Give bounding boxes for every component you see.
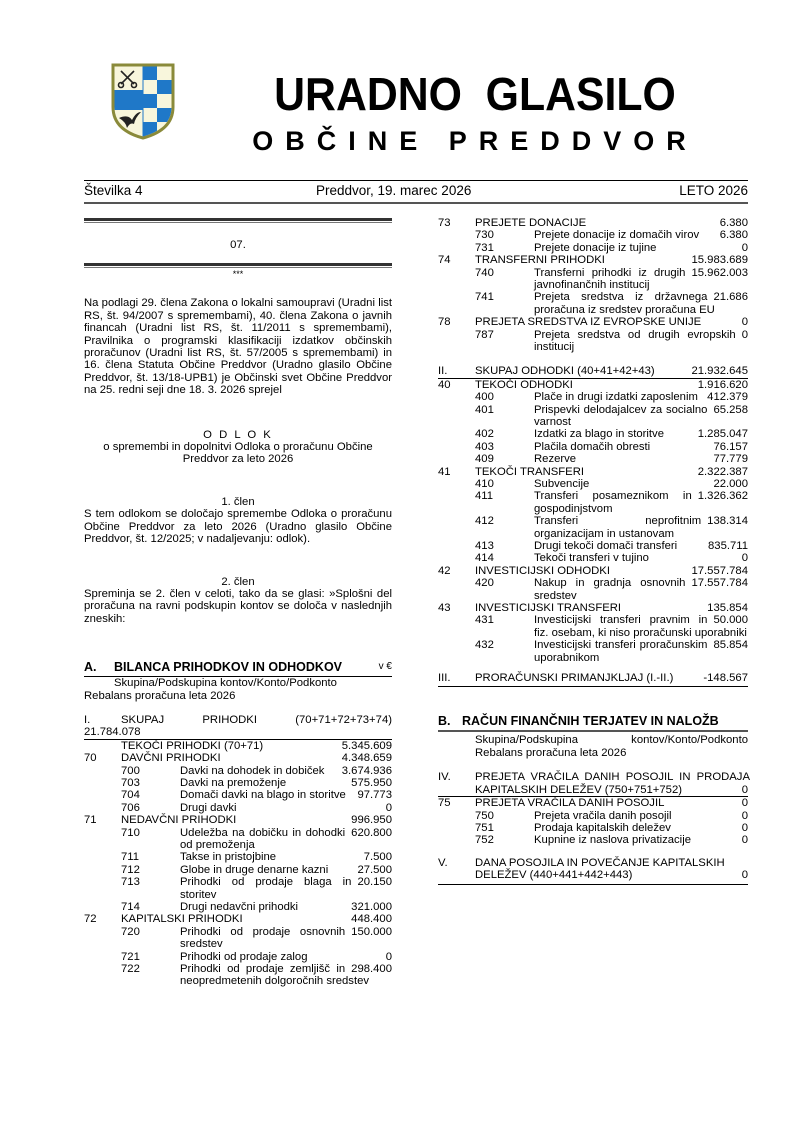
item-amount: 15.962.003: [691, 266, 748, 279]
item-amount: 0: [741, 328, 748, 341]
item-text: [534, 229, 748, 241]
account-item: [438, 229, 748, 241]
group-row: [438, 797, 748, 809]
item-amount: 321.000: [351, 900, 392, 913]
item-amount: 3.674.936: [341, 764, 392, 777]
item-amount: 97.773: [357, 789, 392, 802]
account-item: [84, 765, 392, 777]
item-label: Davki na premoženje: [180, 776, 287, 789]
item-amount: 0: [741, 809, 748, 822]
row-amount: 5.345.609: [341, 739, 392, 752]
group-label: KAPITALSKI PRIHODKI: [121, 913, 243, 926]
account-item: [84, 876, 392, 901]
section-a-title: BILANCA PRIHODKOV IN ODHODKOV: [114, 660, 343, 675]
item-code: 400: [475, 391, 494, 404]
item-code: 401: [475, 403, 494, 416]
account-item: [438, 834, 748, 846]
item-text: [534, 242, 748, 254]
account-item: [438, 552, 748, 564]
item-label: Prejeta vračila danih posojil: [534, 809, 672, 822]
article-1-text: S tem odlokom se določajo spremembe Odloka o proračunu Občine Preddvor za leto 2026 (Uradno glasilo Občine Preddvor, št. 12/2025; v nadaljevanju: odlok).: [84, 508, 392, 546]
item-amount: 17.557.784: [691, 577, 748, 590]
group-amount: 17.557.784: [691, 564, 748, 577]
group-label: PREJETA SREDSTVA IZ EVROPSKE UNIJE: [475, 316, 702, 329]
issue-year: LETO 2026: [679, 183, 748, 198]
item-label: Drugi davki: [180, 801, 237, 814]
column-header: Skupina/Podskupina kontov/Konto/Podkonto: [475, 734, 748, 747]
group-label: PREJETA VRAČILA DANIH POSOJIL: [475, 797, 665, 810]
item-code: 721: [121, 950, 140, 963]
item-text: [180, 765, 392, 777]
deficit-row: [438, 672, 748, 687]
group-label: NEDAVČNI PRIHODKI: [121, 814, 237, 827]
item-code: 413: [475, 540, 494, 553]
row-code: V.: [438, 856, 448, 869]
item-amount: 835.711: [708, 540, 748, 553]
right-column: [438, 217, 748, 885]
column-header-2: Rebalans proračuna leta 2026: [84, 689, 236, 702]
group-amount: 6.380: [719, 217, 748, 229]
item-amount: 76.157: [713, 440, 748, 453]
item-text: [534, 822, 748, 834]
item-amount: 50.000: [713, 614, 748, 627]
item-text: [180, 926, 392, 951]
item-code: 752: [475, 834, 494, 847]
group-amount: 135.854: [707, 602, 748, 615]
group-label: TRANSFERNI PRIHODKI: [475, 254, 605, 267]
section-b-group: [438, 797, 748, 847]
publication-subtitle: OBČINE PREDDVOR: [252, 126, 698, 156]
section-a-heading: [84, 661, 392, 677]
account-item: [438, 453, 748, 465]
item-code: 714: [121, 900, 140, 913]
group-code: 70: [84, 752, 97, 765]
account-item: [438, 391, 748, 403]
group-row: [84, 913, 392, 925]
account-item: [84, 777, 392, 789]
account-item: [438, 822, 748, 834]
item-code: 700: [121, 764, 140, 777]
expense-groups: [438, 379, 748, 664]
item-text: [534, 428, 748, 440]
account-group: [438, 379, 748, 466]
item-code: 402: [475, 428, 494, 441]
item-text: [180, 864, 392, 876]
group-code: 43: [438, 602, 451, 615]
group-row: [438, 316, 748, 328]
item-amount: 0: [741, 821, 748, 834]
item-text: [180, 901, 392, 913]
item-code: 431: [475, 614, 494, 627]
item-amount: 138.314: [707, 515, 748, 528]
publication-title: URADNO GLASILO: [274, 68, 676, 120]
item-amount: 575.950: [351, 776, 392, 789]
section-b-heading: [438, 715, 748, 732]
item-label: Tekoči transferi v tujino: [534, 552, 649, 565]
row-code: IV.: [438, 771, 451, 784]
item-label: Udeležba na dobičku in dohodki od premoženja: [180, 826, 346, 851]
account-group: [438, 797, 748, 847]
row-label: TEKOČI PRIHODKI (70+71): [121, 739, 264, 752]
income-groups-right: [438, 217, 748, 353]
account-item: [438, 478, 748, 490]
group-amount: 2.322.387: [697, 465, 748, 478]
account-item: [84, 901, 392, 913]
item-amount: 298.400: [351, 963, 392, 975]
item-text: [180, 827, 392, 852]
group-row: [438, 466, 748, 478]
account-item: [438, 242, 748, 254]
item-text: [534, 391, 748, 403]
item-code: 787: [475, 328, 494, 341]
item-text: [534, 577, 748, 602]
item-label: Prihodki od prodaje osnovnih sredstev: [180, 925, 346, 951]
section-b-title: RAČUN FINANČNIH TERJATEV IN NALOŽB: [462, 714, 719, 729]
account-item: [438, 810, 748, 822]
current-income-row: [84, 740, 392, 752]
item-label: Transferi neprofitnim organizacijam in ustanovam: [534, 515, 702, 540]
item-text: [534, 441, 748, 453]
article-2-title: 2. člen: [221, 575, 255, 588]
preamble: Na podlagi 29. člena Zakona o lokalni samoupravi (Uradni list RS, št. 94/2007 s spremembami), 40. člena Zakona o javnih financah (Uradni list RS, št. 11/2011 s spremembami), Pravilnika o programski klasifikaciji izdatkov občinskih proračunov (Uradni list RS, št. 57/2005 s spremembami) in 16. člena Statuta Občine Preddvor (Uradno glasilo Občine Preddvor, št. 13/18-UPB1) je Občinski svet Občine Preddvor na 25. redni seji dne 18. 3. 2026 sprejel: [84, 297, 392, 397]
item-amount: 150.000: [351, 925, 392, 938]
item-amount: 21.686: [713, 291, 748, 304]
item-text: [534, 267, 748, 292]
item-label: Transferi posameznikom in gospodinjstvom: [534, 490, 692, 515]
item-amount: 0: [741, 834, 748, 847]
income-groups-left: [84, 752, 392, 988]
item-code: 432: [475, 639, 494, 652]
item-label: Drugi nedavčni prihodki: [180, 900, 299, 913]
odlok-subtitle: o spremembi in dopolnitvi Odloka o proračunu Občine Preddvor za leto 2026: [103, 441, 373, 466]
total-expense-row: [438, 365, 748, 378]
row-label: DANA POSOJILA IN POVEČANJE KAPITALSKIH DELEŽEV (440+441+442+443): [475, 856, 725, 882]
item-amount: 77.779: [713, 453, 748, 466]
item-amount: 7.500: [363, 851, 392, 864]
total-income-row: [84, 714, 392, 740]
item-code: 403: [475, 440, 494, 453]
group-code: 42: [438, 564, 451, 577]
item-code: 750: [475, 809, 494, 822]
section-b-letter: B.: [438, 714, 451, 729]
account-group: [438, 316, 748, 353]
column-header: Skupina/Podskupina kontov/Konto/Podkonto: [114, 677, 337, 690]
v-row: [438, 857, 748, 885]
item-amount: 620.800: [351, 826, 392, 839]
item-amount: 1.285.047: [697, 428, 748, 441]
item-code: 731: [475, 241, 494, 254]
item-label: Prihodki od prodaje blaga in storitev: [180, 876, 352, 901]
item-code: 409: [475, 453, 494, 466]
item-amount: 412.379: [707, 391, 748, 404]
item-code: 706: [121, 801, 140, 814]
account-item: [438, 614, 748, 639]
group-code: 71: [84, 814, 97, 827]
double-rule: [84, 218, 392, 223]
article-1-title: 1. člen: [221, 495, 255, 508]
account-item: [438, 515, 748, 540]
item-text: [534, 404, 748, 429]
group-code: 72: [84, 913, 97, 926]
account-group: [438, 217, 748, 254]
item-amount: 27.500: [357, 863, 392, 876]
item-label: Prejeta sredstva iz državnega proračuna iz sredstev proračuna EU: [534, 291, 715, 316]
group-label: PREJETE DONACIJE: [475, 217, 587, 229]
group-row: [438, 379, 748, 391]
item-code: 420: [475, 577, 494, 590]
odlok-title: O D L O K: [203, 428, 273, 441]
item-text: [180, 777, 392, 789]
item-code: 713: [121, 876, 140, 889]
item-text: [534, 834, 748, 846]
item-amount: 0: [741, 241, 748, 254]
item-label: Izdatki za blago in storitve: [534, 428, 664, 441]
item-text: [180, 963, 392, 988]
group-amount: 0: [741, 797, 748, 810]
row-code: II.: [438, 365, 448, 378]
group-row: [84, 814, 392, 826]
group-row: [438, 602, 748, 614]
account-item: [438, 428, 748, 440]
item-text: [180, 789, 392, 801]
item-text: [534, 614, 748, 639]
item-label: Prispevki delodajalcev za socialno varnost: [534, 403, 708, 429]
group-amount: 996.950: [351, 814, 392, 827]
item-label: Plačila domačih obresti: [534, 440, 651, 453]
item-code: 710: [121, 826, 140, 839]
item-amount: 1.326.362: [697, 490, 748, 503]
group-row: [438, 217, 748, 229]
account-group: [84, 752, 392, 814]
group-label: TEKOČI TRANSFERI: [475, 465, 585, 478]
account-item: [84, 963, 392, 988]
item-label: Domači davki na blago in storitve: [180, 789, 346, 802]
account-item: [438, 404, 748, 429]
item-code: 411: [475, 490, 494, 503]
item-label: Subvencije: [534, 478, 590, 491]
item-amount: 6.380: [719, 229, 748, 242]
left-column: [84, 214, 392, 988]
item-code: 414: [475, 552, 494, 565]
item-label: Kupnine iz naslova privatizacije: [534, 834, 691, 847]
item-text: [180, 851, 392, 863]
item-code: 740: [475, 266, 494, 279]
coat-of-arms-icon: [110, 62, 176, 140]
item-label: Nakup in gradnja osnovnih sredstev: [534, 577, 686, 602]
account-group: [438, 565, 748, 602]
section-a-letter: A.: [84, 660, 97, 675]
item-label: Investicijski transferi pravnim in fiz. osebam, ki niso proračunski uporabniki: [534, 614, 747, 639]
item-label: Investicijski transferi proračunskim uporabnikom: [534, 639, 708, 664]
account-group: [84, 913, 392, 987]
row-label: PREJETA VRAČILA DANIH POSOJIL IN PRODAJA KAPITALSKIH DELEŽEV (750+751+752): [475, 771, 750, 796]
item-code: 704: [121, 789, 140, 802]
row-code: I.: [84, 713, 91, 726]
group-label: INVESTICIJSKI ODHODKI: [475, 564, 610, 577]
currency-unit: v €: [378, 661, 392, 673]
group-label: TEKOČI ODHODKI: [475, 378, 573, 391]
row-label: SKUPAJ PRIHODKI (70+71+72+73+74): [121, 713, 392, 726]
item-label: Takse in pristojbine: [180, 851, 277, 864]
item-label: Prihodki od prodaje zalog: [180, 950, 308, 963]
group-label: DAVČNI PRIHODKI: [121, 752, 221, 765]
item-text: [534, 490, 748, 515]
account-group: [438, 466, 748, 565]
account-item: [84, 789, 392, 801]
row-code: III.: [438, 672, 451, 685]
separator-stars: ***: [232, 269, 244, 280]
group-amount: 4.348.659: [341, 752, 392, 765]
item-label: Globe in druge denarne kazni: [180, 863, 329, 876]
item-amount: 0: [385, 801, 392, 814]
item-code: 751: [475, 821, 494, 834]
group-code: 41: [438, 465, 451, 478]
account-group: [438, 602, 748, 664]
item-text: [534, 540, 748, 552]
item-label: Prejete donacije iz tujine: [534, 241, 657, 254]
item-label: Plače in drugi izdatki zaposlenim: [534, 391, 698, 404]
row-amount: 21.784.078: [84, 726, 141, 739]
item-text: [534, 453, 748, 465]
column-header-2: Rebalans proračuna leta 2026: [475, 746, 627, 759]
account-item: [438, 577, 748, 602]
group-row: [84, 752, 392, 764]
item-text: [534, 810, 748, 822]
item-text: [180, 876, 392, 901]
group-amount: 448.400: [351, 913, 392, 926]
item-text: [534, 639, 748, 664]
item-code: 412: [475, 515, 494, 528]
account-item: [438, 441, 748, 453]
group-amount: 15.983.689: [691, 254, 748, 267]
item-label: Transferni prihodki iz drugih javnofinančnih institucij: [534, 266, 686, 291]
item-code: 703: [121, 776, 140, 789]
row-label: PRORAČUNSKI PRIMANJKLJAJ (I.-II.): [475, 672, 674, 685]
item-text: [534, 291, 748, 316]
account-item: [438, 490, 748, 515]
account-item: [84, 926, 392, 951]
account-item: [84, 864, 392, 876]
account-item: [438, 639, 748, 664]
group-row: [438, 565, 748, 577]
group-row: [438, 254, 748, 266]
iv-row: [438, 771, 748, 797]
item-label: Prejete donacije iz domačih virov: [534, 229, 700, 242]
item-label: Drugi tekoči domači transferi: [534, 540, 678, 553]
account-item: [84, 851, 392, 863]
row-amount: -148.567: [703, 672, 748, 685]
item-label: Prihodki od prodaje zemljišč in neopredmetenih dolgoročnih sredstev: [180, 963, 370, 988]
item-code: 410: [475, 478, 494, 491]
issue-bar: [84, 180, 748, 204]
document-number: 07.: [230, 239, 246, 251]
item-code: 711: [121, 851, 140, 864]
item-text: [534, 478, 748, 490]
item-label: Davki na dohodek in dobiček: [180, 764, 325, 777]
row-amount: 0: [741, 783, 748, 796]
account-item: [438, 329, 748, 354]
group-label: INVESTICIJSKI TRANSFERI: [475, 602, 622, 615]
item-text: [180, 802, 392, 814]
place-date: Preddvor, 19. marec 2026: [316, 183, 472, 198]
double-rule: [84, 263, 392, 268]
item-text: [534, 515, 748, 540]
item-text: [534, 329, 748, 354]
item-amount: 20.150: [357, 876, 392, 889]
account-group: [84, 814, 392, 913]
item-text: [534, 552, 748, 564]
item-code: 720: [121, 925, 140, 938]
article-2-text: Spreminja se 2. člen v celoti, tako da se glasi: »Splošni del proračuna na ravni podskupin kontov se določa v naslednjih zneskih:: [84, 587, 392, 625]
group-code: 74: [438, 254, 451, 267]
account-item: [84, 802, 392, 814]
account-item: [438, 291, 748, 316]
item-code: 722: [121, 963, 140, 975]
item-amount: 0: [741, 552, 748, 565]
account-item: [438, 540, 748, 552]
row-amount: 21.932.645: [691, 365, 748, 378]
group-amount: 1.916.620: [697, 378, 748, 391]
row-label: SKUPAJ ODHODKI (40+41+42+43): [475, 365, 655, 378]
item-label: Prejeta sredstva od drugih evropskih institucij: [534, 328, 736, 354]
account-item: [84, 951, 392, 963]
issue-number: Številka 4: [84, 183, 143, 198]
account-group: [438, 254, 748, 316]
item-code: 712: [121, 863, 140, 876]
group-code: 78: [438, 316, 451, 329]
item-amount: 0: [385, 950, 392, 963]
account-item: [84, 827, 392, 852]
item-amount: 22.000: [713, 478, 748, 491]
item-label: Rezerve: [534, 453, 577, 466]
item-text: [180, 951, 392, 963]
item-code: 730: [475, 229, 494, 242]
item-amount: 65.258: [713, 403, 748, 416]
group-amount: 0: [741, 316, 748, 329]
item-label: Prodaja kapitalskih deležev: [534, 821, 671, 834]
row-amount: 0: [741, 869, 748, 882]
group-code: 75: [438, 797, 451, 810]
group-code: 73: [438, 217, 451, 229]
item-code: 741: [475, 291, 494, 304]
account-item: [438, 267, 748, 292]
group-code: 40: [438, 378, 451, 391]
item-amount: 85.854: [713, 639, 748, 652]
